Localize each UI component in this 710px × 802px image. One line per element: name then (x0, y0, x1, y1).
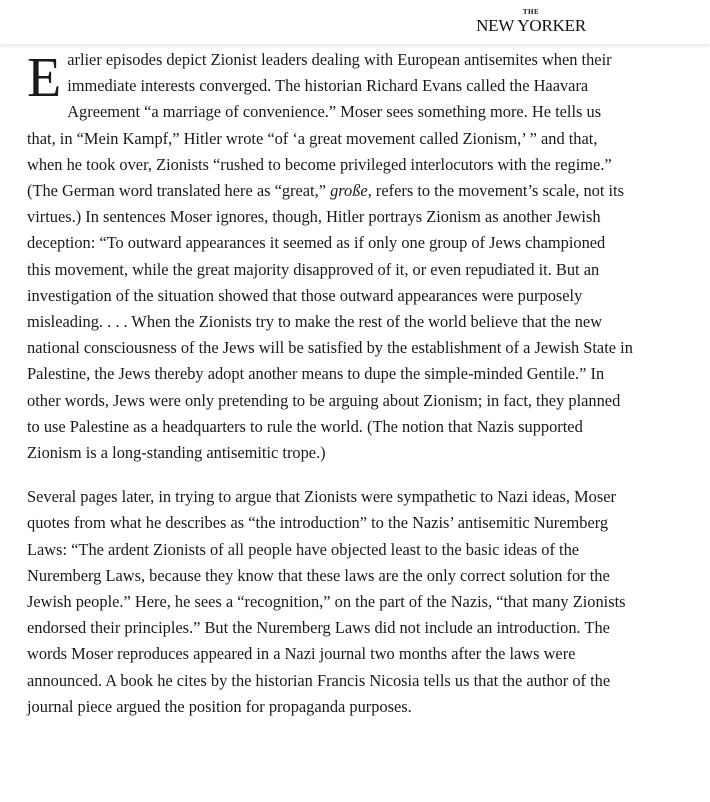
logo-main-text: NEW YORKER (476, 16, 586, 35)
paragraph-1 (27, 47, 633, 466)
drop-cap: E (27, 47, 62, 109)
paragraph-2: Several pages later, in trying to argue that Zionists were sympathetic to Nazi ideas, Moser quotes from what he describes as “the introduction” to the Nazis’ antisemitic Nuremberg Laws: “The ardent Zionists of all people have objected least to the basic ideas of the Nuremberg Laws, because they know that these laws are the only correct solution for the Jewish people.” Here, he sees a “recognition,” on the part of the Nazis, “that many Zionists endorsed their principles.” But the Nuremberg Laws did not include an introduction. The words Moser reproduces appeared in a Nazi journal two months after the laws were announced. A book he cites by the historian Francis Nicosia tells us that the author of the journal piece argued the position for propaganda purposes. (27, 487, 626, 716)
site-header (0, 0, 710, 44)
article-body (27, 47, 633, 738)
paragraph-1-text-b: , refers to the movement’s scale, not its virtues.) In sentences Moser ignores, though, Hitler portrays Zionism as another Jewish deception: “To outward appearances it seemed as if only one group of Jews championed this movement, while the great majority disapproved of it, or even repudiated it. But an investigation of the situation showed that those outward appearances were purposely misleading. . . . When the Zionists try to make the rest of the world believe that the new national consciousness of the Jews will be satisfied by the establishment of a Jewish State in Palestine, the Jews thereby adopt another means to dupe the simple-minded Gentile.” In other words, Jews were only pretending to be arguing about Zionism; in fact, they planned to use Palestine as a headquarters to rule the world. (The notion that Nazis supported Zionism is a long-standing antisemitic trope.) (27, 181, 633, 463)
paragraph-1-italic-word: große (330, 181, 368, 201)
new-yorker-logo[interactable] (476, 9, 586, 34)
logo-small-text: THE (522, 8, 540, 16)
paragraph-1-text-a: arlier episodes depict Zionist leaders dealing with European antisemites when their immediate interests converged. The historian Richard Evans called the Haavara Agreement “a marriage of convenience.” Moser sees something more. He tells us that, in “Mein Kampf,” Hitler wrote “of ‘a great movement called Zionism,’ ” and that, when he took over, Zionists “rushed to become privileged interlocutors with the regime.” (The German word translated here as “great,” (27, 50, 612, 201)
